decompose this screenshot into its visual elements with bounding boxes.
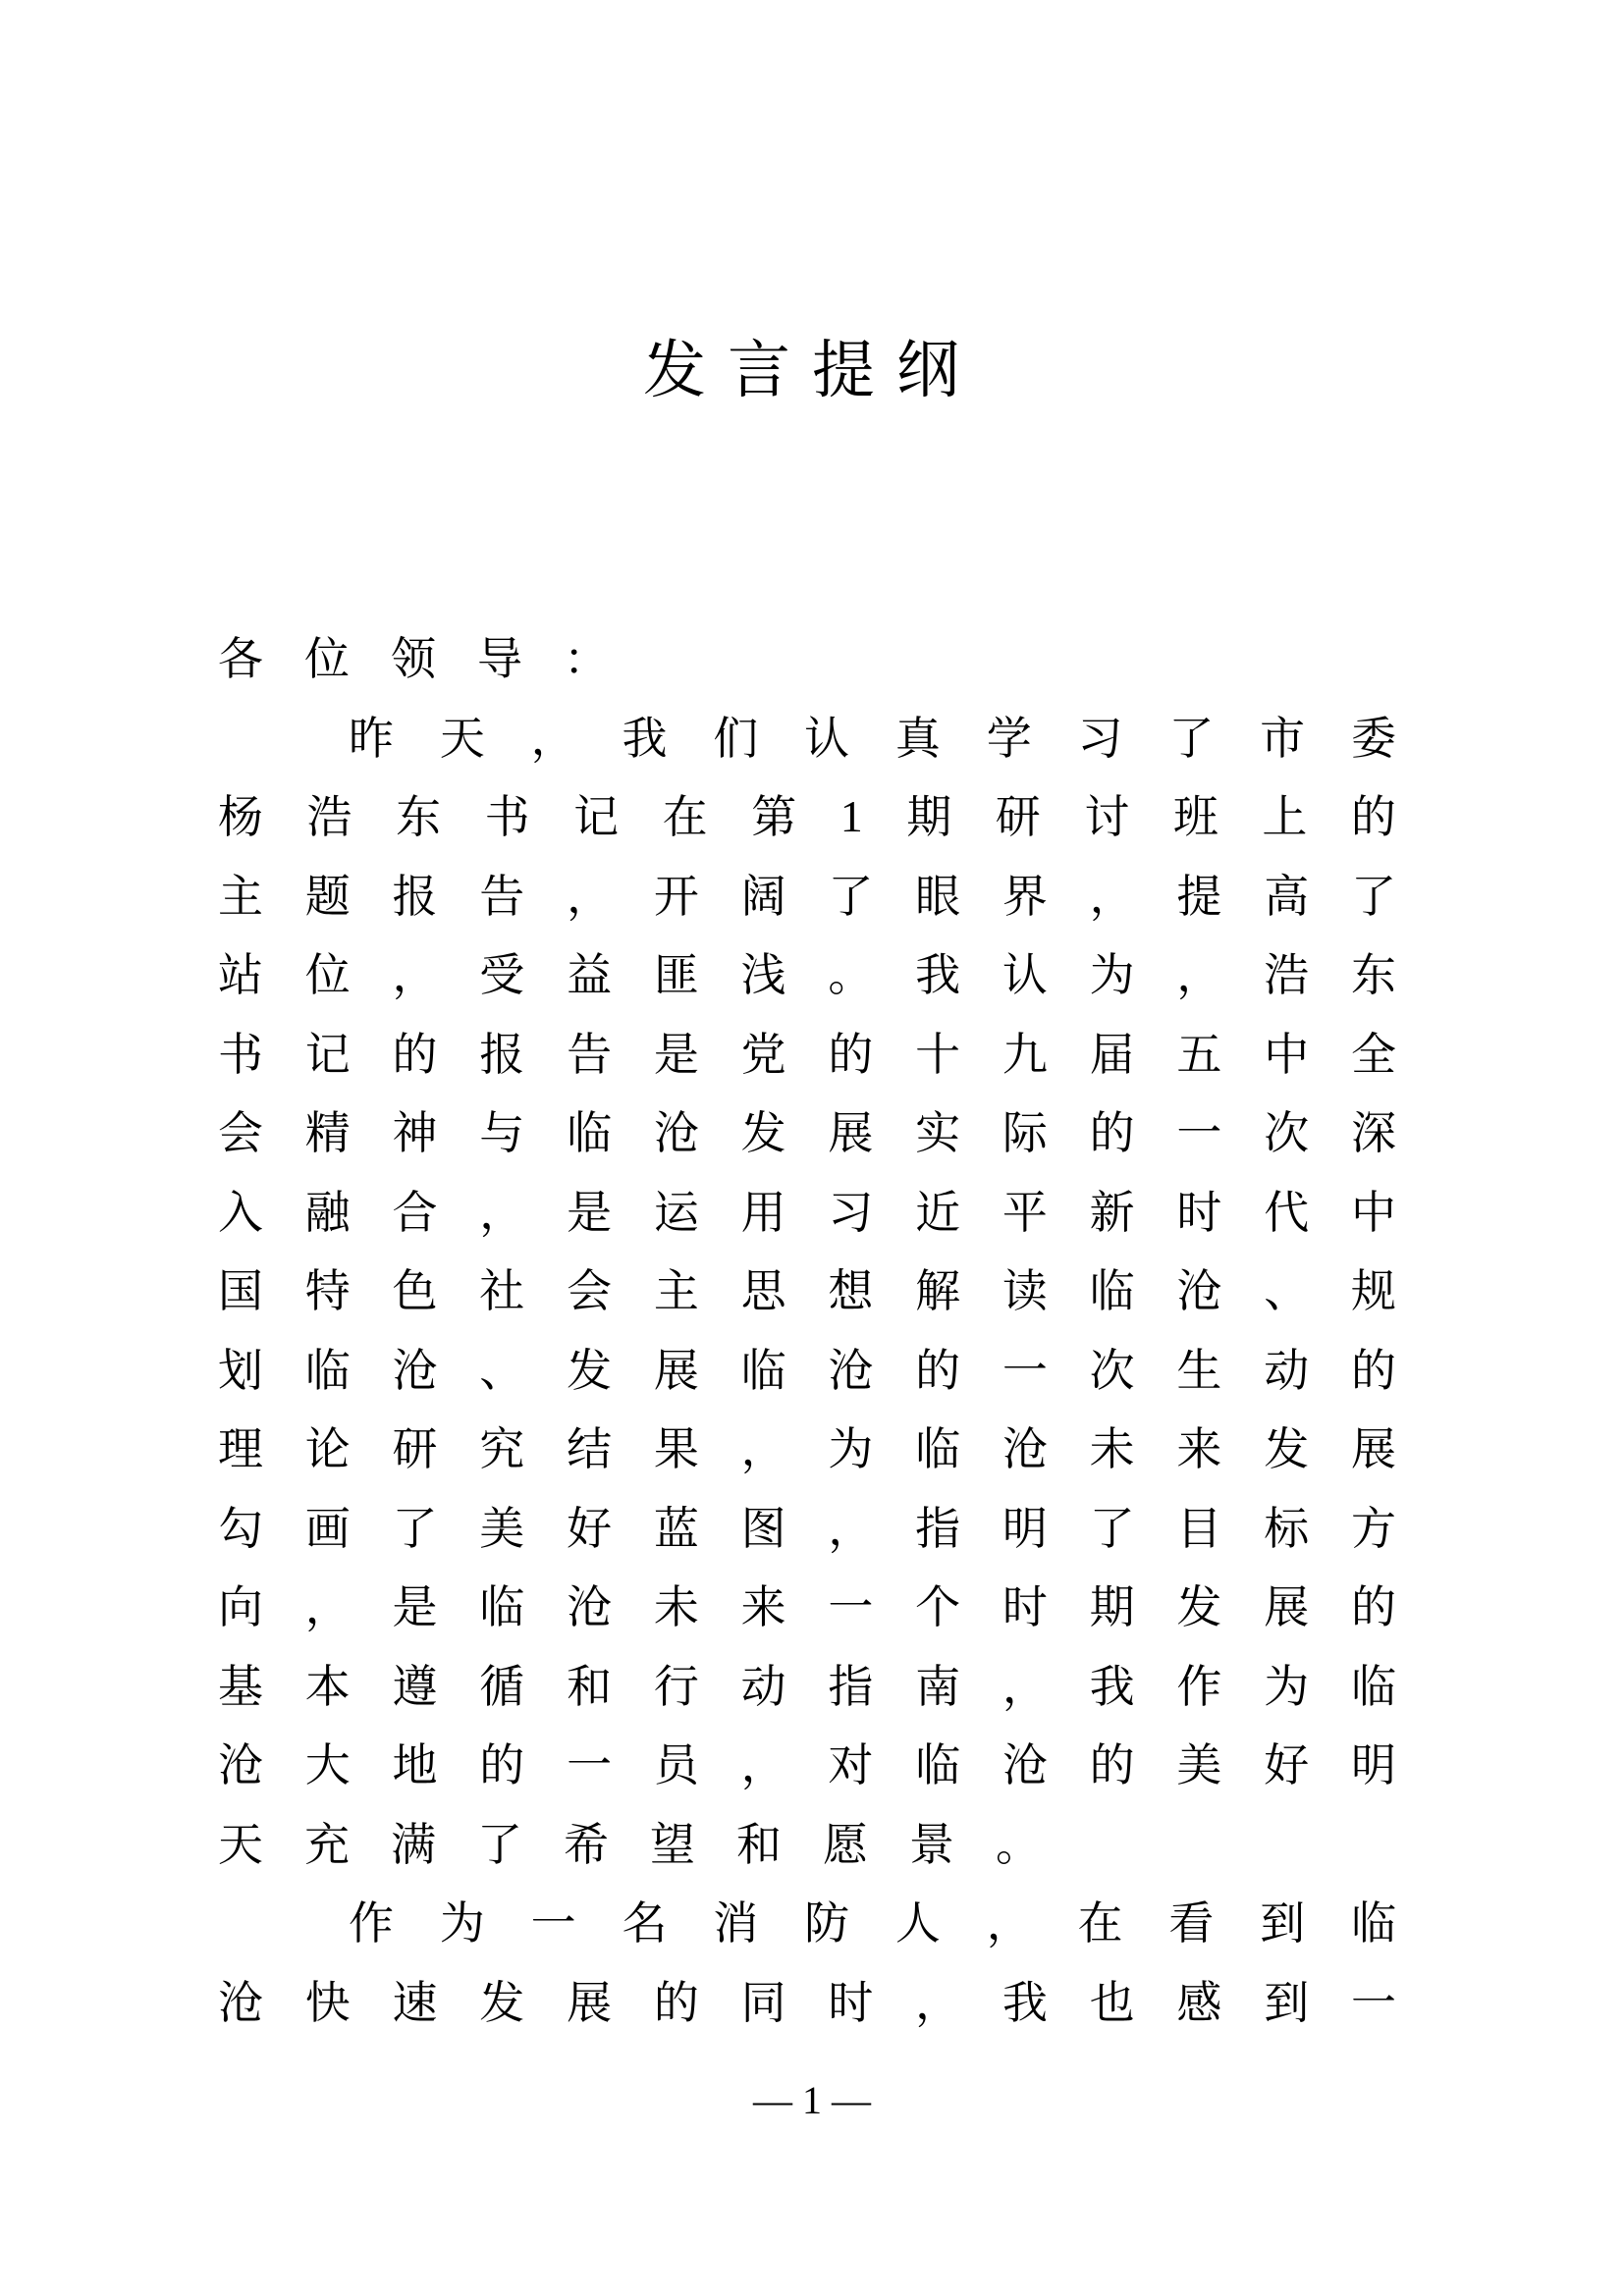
- text-line: 主 题 报 告 ， 开 阔 了 眼 界 ， 提 高 了: [218, 870, 1396, 923]
- text-line: 站 位 ， 受 益 匪 浅 。 我 认 为 ， 浩 东: [218, 948, 1396, 1001]
- text-line: 勾 画 了 美 好 蓝 图 ， 指 明 了 目 标 方: [218, 1502, 1396, 1555]
- text-line: 沧 快 速 发 展 的 同 时 ， 我 也 感 到 一: [218, 1976, 1396, 2029]
- text-line: 理 论 研 究 结 果 ， 为 临 沧 未 来 发 展: [218, 1422, 1396, 1475]
- text-line: 沧 大 地 的 一 员 ， 对 临 沧 的 美 好 明: [218, 1738, 1396, 1791]
- text-line: 书 记 的 报 告 是 党 的 十 九 届 五 中 全: [218, 1028, 1396, 1081]
- text-line: 会 精 神 与 临 沧 发 展 实 际 的 一 次 深: [218, 1106, 1396, 1159]
- text-line: 向 ， 是 临 沧 未 来 一 个 时 期 发 展 的: [218, 1580, 1396, 1633]
- text-line: 天 充 满 了 希 望 和 愿 景 。: [218, 1818, 1041, 1871]
- text-line: 国 特 色 社 会 主 思 想 解 读 临 沧 、 规: [218, 1264, 1396, 1317]
- text-line: 各 位 领 导 ：: [218, 632, 609, 685]
- text-line: 昨 天 ， 我 们 认 真 学 习 了 市 委: [349, 712, 1396, 765]
- text-line: 基 本 遵 循 和 行 动 指 南 ， 我 作 为 临: [218, 1660, 1396, 1713]
- document-title: 发言提纲: [643, 335, 981, 407]
- text-line: 入 融 合 ， 是 运 用 习 近 平 新 时 代 中: [218, 1186, 1396, 1239]
- page-number: — 1 —: [753, 2078, 871, 2122]
- text-line: 划 临 沧 、 发 展 临 沧 的 一 次 生 动 的: [218, 1344, 1396, 1397]
- text-line: 杨 浩 东 书 记 在 第 1 期 研 讨 班 上 的: [218, 790, 1396, 843]
- text-line: 作 为 一 名 消 防 人 ， 在 看 到 临: [349, 1896, 1396, 1949]
